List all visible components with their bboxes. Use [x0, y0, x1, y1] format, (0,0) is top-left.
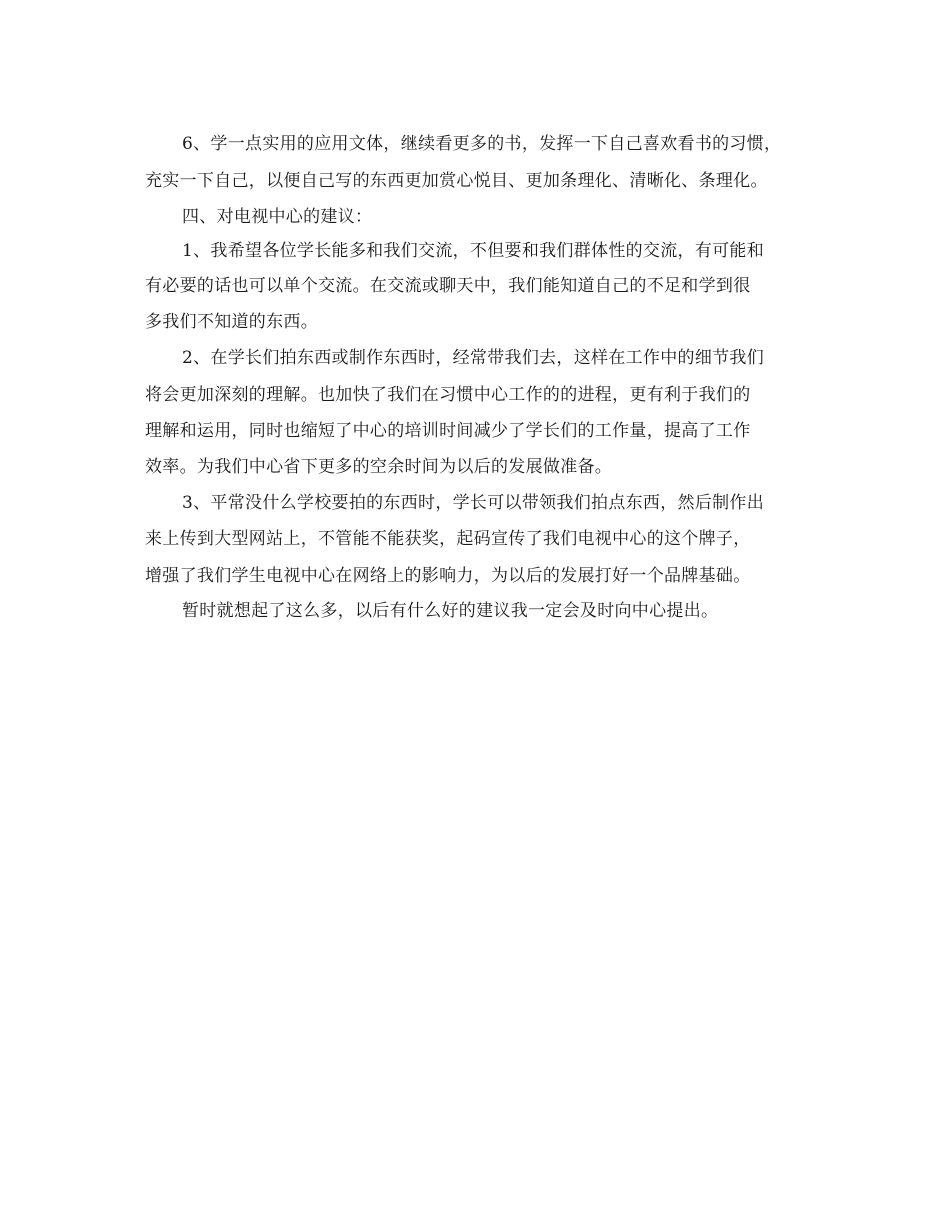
text-line: 1、我希望各位学长能多和我们交流，不但要和我们群体性的交流，有可能和 — [182, 241, 765, 261]
text-line: 3、平常没什么学校要拍的东西时，学长可以带领我们拍点东西，然后制作出 — [182, 493, 765, 513]
text-line: 6、学一点实用的应用文体，继续看更多的书，发挥一下自己喜欢看书的习惯， — [182, 134, 782, 154]
text-line: 效率。为我们中心省下更多的空余时间为以后的发展做准备。 — [145, 457, 613, 477]
text-line: 增强了我们学生电视中心在网络上的影响力，为以后的发展打好一个品牌基础。 — [145, 566, 751, 586]
text-line: 有必要的话也可以单个交流。在交流或聊天中，我们能知道自己的不足和学到很 — [145, 276, 751, 296]
text-line: 充实一下自己，以便自己写的东西更加赏心悦目、更加条理化、清晰化、条理化。 — [145, 171, 768, 191]
section-heading: 四、对电视中心的建议： — [182, 207, 373, 227]
text-line: 理解和运用，同时也缩短了中心的培训时间减少了学长们的工作量，提高了工作 — [145, 421, 751, 441]
text-line: 多我们不知道的东西。 — [145, 312, 318, 332]
text-line: 2、在学长们拍东西或制作东西时，经常带我们去，这样在工作中的细节我们 — [182, 348, 765, 368]
text-line: 将会更加深刻的理解。也加快了我们在习惯中心工作的的进程，更有利于我们的 — [145, 385, 751, 405]
text-line: 暂时就想起了这么多，以后有什么好的建议我一定会及时向中心提出。 — [182, 601, 719, 621]
text-line: 来上传到大型网站上，不管能不能获奖，起码宣传了我们电视中心的这个牌子， — [145, 529, 751, 549]
